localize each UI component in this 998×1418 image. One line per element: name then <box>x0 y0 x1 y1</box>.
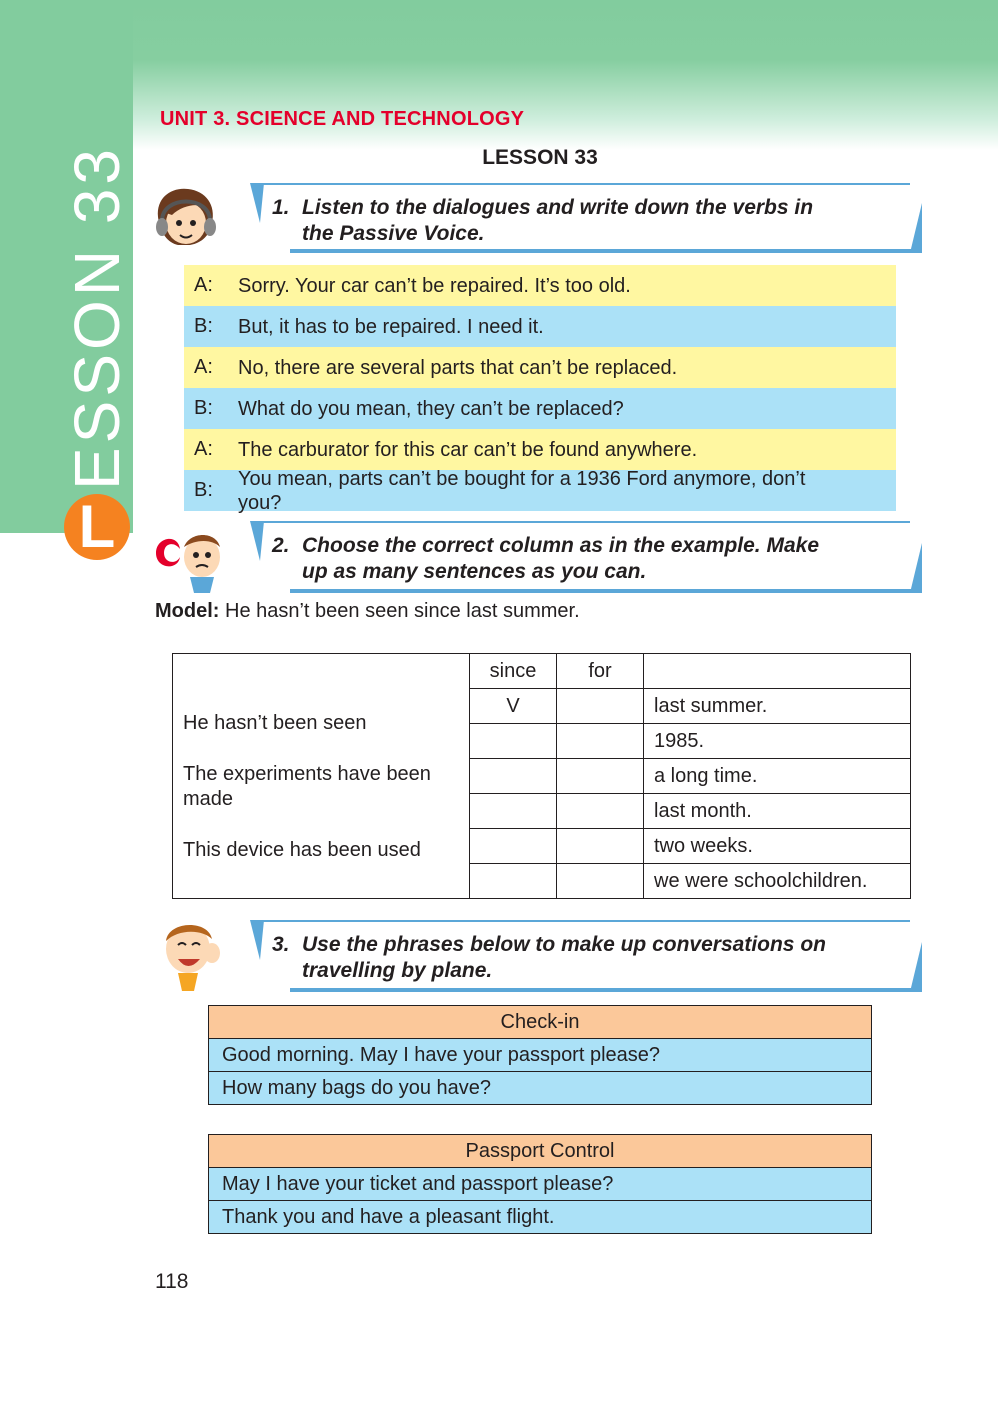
since-cell <box>470 759 557 794</box>
time-phrase-cell: last summer. <box>644 689 911 724</box>
dialogue-line <box>184 265 896 306</box>
substitution-table <box>172 653 911 899</box>
for-cell <box>557 724 644 759</box>
task-number: 1. <box>272 196 290 219</box>
time-phrase-cell: we were schoolchildren. <box>644 864 911 899</box>
table-row <box>173 654 911 689</box>
dialogue-text: Sorry. Your car can’t be repaired. It’s too old. <box>238 274 631 297</box>
time-phrase-cell: two weeks. <box>644 829 911 864</box>
phrase-row: Good morning. May I have your passport please? <box>209 1039 871 1071</box>
time-phrase-cell: a long time. <box>644 759 911 794</box>
since-cell <box>470 829 557 864</box>
time-phrase-cell: 1985. <box>644 724 911 759</box>
for-cell <box>557 829 644 864</box>
dialogue-text: The carburator for this car can’t be found anywhere. <box>238 438 698 461</box>
task-1-banner <box>250 183 922 253</box>
lesson-side-text: ESSON 33 <box>61 144 133 490</box>
task-3-text <box>272 932 912 984</box>
task-number: 3. <box>272 933 290 956</box>
lesson-initial-badge: L <box>64 494 130 560</box>
speaker-label: B: <box>194 397 213 419</box>
dialogue <box>184 265 896 514</box>
phrase-table-heading: Check-in <box>209 1006 871 1039</box>
speaker-label: B: <box>194 479 213 501</box>
check-in-phrases <box>208 1005 872 1105</box>
dialogue-text: What do you mean, they can’t be replaced? <box>238 397 624 420</box>
girl-with-headphones-icon <box>148 183 224 264</box>
since-cell <box>470 864 557 899</box>
model-label: Model: <box>155 600 220 622</box>
column-header-phrase <box>644 654 911 689</box>
laughing-boy-icon <box>152 915 228 1000</box>
subject-phrase: The experiments have been made <box>183 763 431 810</box>
speaker-label: B: <box>194 315 213 337</box>
subject-phrase: This device has been used <box>183 839 421 861</box>
lesson-title: LESSON 33 <box>482 146 598 169</box>
since-cell <box>470 794 557 829</box>
unit-title: UNIT 3. SCIENCE AND TECHNOLOGY <box>160 108 525 130</box>
task-1-text <box>272 195 912 247</box>
boy-with-letter-c-icon <box>150 523 230 600</box>
task-line: the Passive Voice. <box>302 222 485 245</box>
dialogue-text: No, there are several parts that can’t be replaced. <box>238 356 678 379</box>
task-3-banner <box>250 920 922 990</box>
time-phrase-cell: last month. <box>644 794 911 829</box>
task-line: Listen to the dialogues and write down the verbs in <box>302 196 814 219</box>
dialogue-text: You mean, parts can’t be bought for a 1936 Ford anymore, don’t you? <box>238 467 806 514</box>
task-2-banner <box>250 521 922 591</box>
subject-phrase: He hasn’t been seen <box>183 712 367 734</box>
speaker-label: A: <box>194 356 213 378</box>
dialogue-text: But, it has to be repaired. I need it. <box>238 315 544 338</box>
dialogue-line <box>184 429 896 470</box>
column-header-for: for <box>557 654 644 689</box>
speaker-label: A: <box>194 274 213 296</box>
for-cell <box>557 794 644 829</box>
since-cell: V <box>470 689 557 724</box>
dialogue-line <box>184 306 896 347</box>
for-cell <box>557 689 644 724</box>
phrase-table-heading: Passport Control <box>209 1135 871 1168</box>
passport-control-phrases <box>208 1134 872 1234</box>
for-cell <box>557 759 644 794</box>
phrase-row: Thank you and have a pleasant flight. <box>209 1200 871 1233</box>
task-line: Choose the correct column as in the example. Make <box>302 534 819 557</box>
task-line: travelling by plane. <box>302 959 493 982</box>
dialogue-line <box>184 467 896 514</box>
for-cell <box>557 864 644 899</box>
task-line: Use the phrases below to make up conversations on <box>302 933 826 956</box>
page-number: 118 <box>155 1270 189 1293</box>
task-line: up as many sentences as you can. <box>302 560 647 583</box>
task-2-text <box>272 533 912 585</box>
dialogue-line <box>184 388 896 429</box>
model-text: He hasn’t been seen since last summer. <box>225 600 580 622</box>
dialogue-line <box>184 347 896 388</box>
model-sentence <box>155 600 580 623</box>
since-cell <box>470 724 557 759</box>
speaker-label: A: <box>194 438 213 460</box>
phrase-row: How many bags do you have? <box>209 1071 871 1104</box>
column-header-since: since <box>470 654 557 689</box>
phrase-row: May I have your ticket and passport please? <box>209 1168 871 1200</box>
task-number: 2. <box>272 534 290 557</box>
subjects-cell <box>173 654 470 899</box>
